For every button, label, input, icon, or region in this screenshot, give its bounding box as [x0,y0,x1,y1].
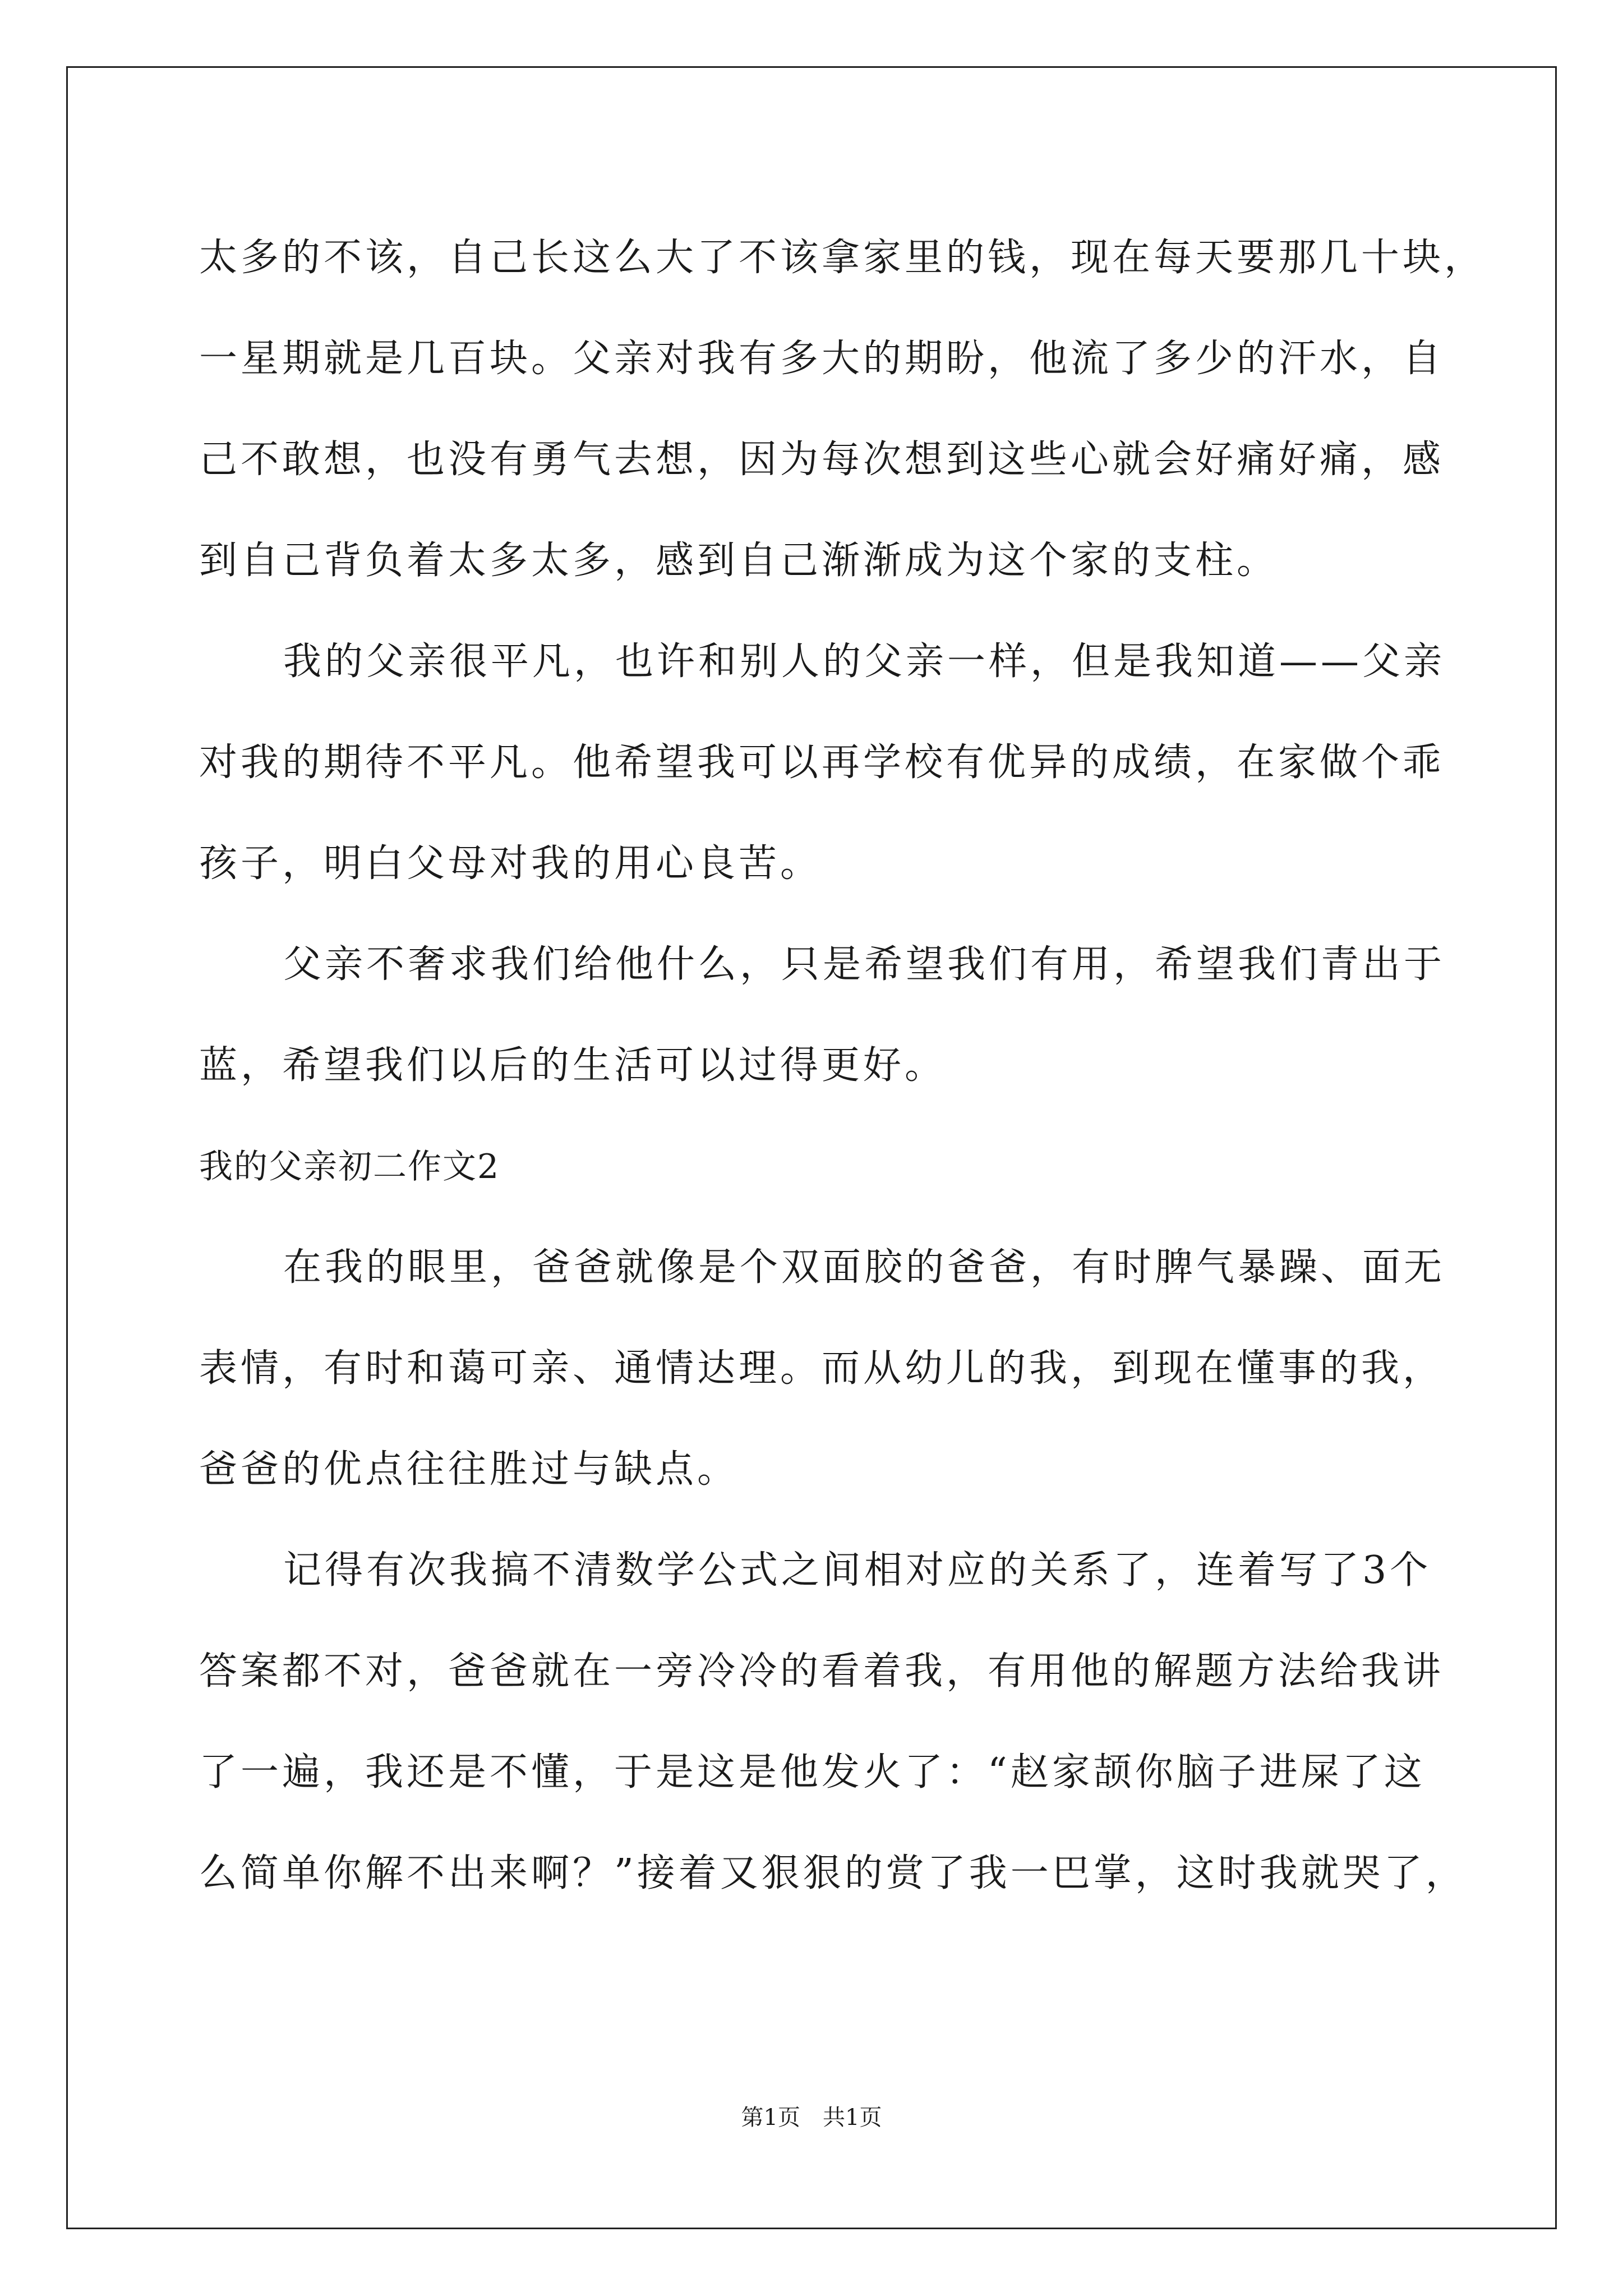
text-line: 在我的眼里，爸爸就像是个双面胶的爸爸，有时脾气暴躁、面无 [283,1245,1446,1290]
text-line: 表情，有时和蔼可亲、通情达理。而从幼儿的我，到现在懂事的我， [199,1346,1445,1391]
text-line: 父亲不奢求我们给他什么，只是希望我们有用，希望我们青出于 [283,942,1446,987]
page-footer: 第1页 共1页 [741,2105,882,2131]
text-line: 么简单你解不出来啊？”接着又狠狠的赏了我一巴掌，这时我就哭了， [199,1851,1467,1895]
text-line: 到自己背负着太多太多，感到自己渐渐成为这个家的支柱。 [199,539,1279,583]
text-line: 太多的不该，自己长这么大了不该拿家里的钱，现在每天要那几十块， [199,236,1486,280]
text-line: 蓝，希望我们以后的生活可以过得更好。 [199,1043,947,1088]
text-line: 答案都不对，爸爸就在一旁冷冷的看着我，有用他的解题方法给我讲 [199,1649,1445,1694]
text-line: 我的父亲很平凡，也许和别人的父亲一样，但是我知道——父亲 [283,639,1446,684]
text-line: 爸爸的优点往往胜过与缺点。 [199,1447,739,1492]
text-line: 一星期就是几百块。父亲对我有多大的期盼，他流了多少的汗水，自 [199,337,1445,381]
section-heading: 我的父亲初二作文2 [199,1147,500,1186]
text-line: 己不敢想，也没有勇气去想，因为每次想到这些心就会好痛好痛，感 [199,438,1445,482]
text-line: 了一遍，我还是不懂，于是这是他发火了：“赵家颉你脑子进屎了这 [199,1750,1426,1795]
text-line: 记得有次我搞不清数学公式之间相对应的关系了，连着写了3个 [283,1548,1432,1593]
text-line: 对我的期待不平凡。他希望我可以再学校有优异的成绩，在家做个乖 [199,740,1445,785]
text-line: 孩子，明白父母对我的用心良苦。 [199,841,822,886]
